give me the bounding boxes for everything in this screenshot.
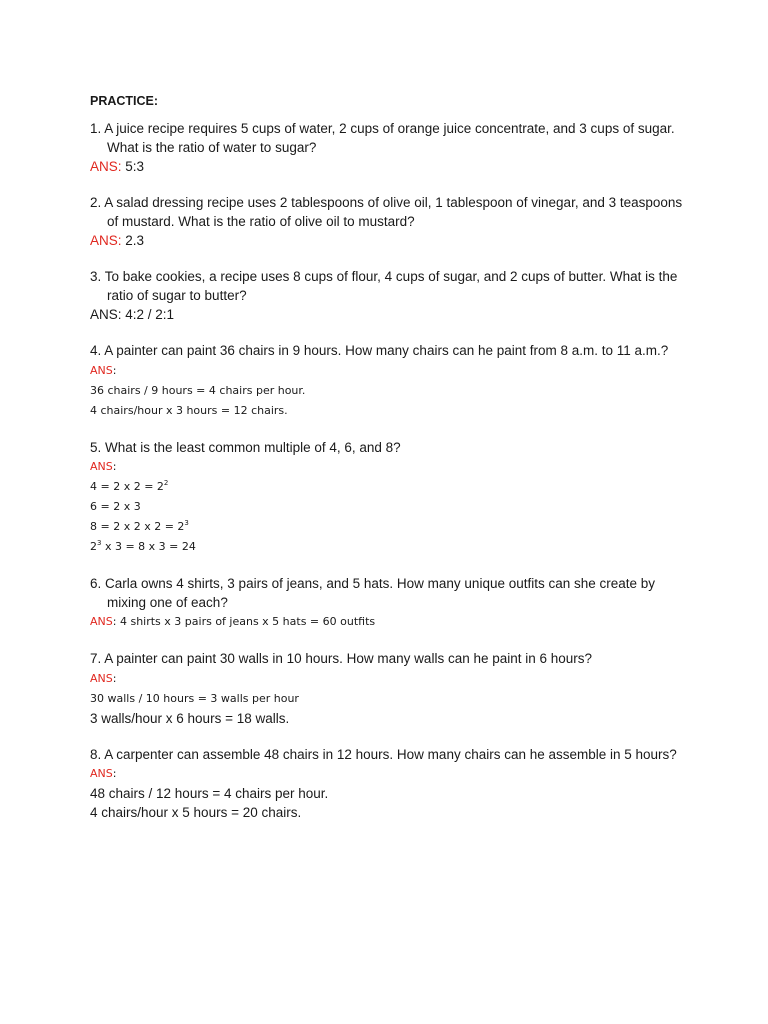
question-6-text: 6. Carla owns 4 shirts, 3 pairs of jeans, and 5 hats. How many unique outfits can she create by mixing one of each?	[90, 576, 656, 610]
work-text: x 3 = 8 x 3 = 24	[101, 540, 196, 553]
answer-2	[90, 231, 690, 250]
question-8-text: 8. A carpenter can assemble 48 chairs in 12 hours. How many chairs can he assemble in 5 hours?	[90, 746, 677, 762]
answer-colon: :	[112, 767, 117, 780]
work-text: 8 = 2 x 2 x 2 = 2	[90, 520, 185, 533]
exponent: 2	[163, 479, 169, 487]
question-8	[90, 746, 690, 823]
answer-colon: :	[117, 233, 122, 248]
page-heading: PRACTICE:	[90, 94, 159, 108]
answer-label: ANS	[90, 233, 118, 248]
work-text: 4 = 2 x 2 = 2	[90, 480, 164, 493]
answer-5-work-4	[90, 537, 690, 557]
answer-label: ANS	[90, 159, 118, 174]
answer-7-label-line	[90, 669, 690, 689]
answer-8-work-2: 4 chairs/hour x 5 hours = 20 chairs.	[90, 805, 302, 820]
answer-5-work-3	[90, 517, 690, 537]
answer-6-value: 4 shirts x 3 pairs of jeans x 5 hats = 60 outfits	[116, 615, 376, 628]
question-7	[90, 650, 690, 728]
question-5	[90, 439, 690, 558]
practice-document	[90, 93, 690, 840]
answer-6	[90, 612, 690, 632]
answer-4-work-2: 4 chairs/hour x 3 hours = 12 chairs.	[90, 403, 288, 417]
question-4	[90, 342, 690, 421]
work-text: 2	[90, 540, 97, 553]
answer-label: ANS	[90, 363, 113, 377]
answer-7-work-2: 3 walls/hour x 6 hours = 18 walls.	[90, 710, 290, 726]
question-1	[90, 120, 690, 176]
answer-colon: :	[112, 615, 117, 628]
answer-4-work-1: 36 chairs / 9 hours = 4 chairs per hour.	[90, 383, 306, 397]
answer-8-work-1: 48 chairs / 12 hours = 4 chairs per hour.	[90, 786, 329, 801]
answer-label: ANS	[90, 615, 113, 628]
answer-8-label-line	[90, 764, 690, 784]
answer-1	[90, 157, 690, 176]
answer-5-label-line	[90, 457, 690, 477]
answer-colon: :	[112, 671, 117, 685]
answer-4-label-line	[90, 361, 690, 381]
question-1-text: 1. A juice recipe requires 5 cups of water, 2 cups of orange juice concentrate, and 3 cups of sugar. What is the ratio of water to sugar?	[90, 121, 675, 155]
question-4-text: 4. A painter can paint 36 chairs in 9 hours. How many chairs can he paint from 8 a.m. to 11 a.m.?	[90, 343, 669, 358]
answer-3: ANS: 4:2 / 2:1	[90, 307, 175, 322]
answer-colon: :	[117, 159, 122, 174]
answer-label: ANS	[90, 767, 113, 780]
question-7-text: 7. A painter can paint 30 walls in 10 hours. How many walls can he paint in 6 hours?	[90, 651, 593, 666]
answer-1-value: 5:3	[121, 159, 145, 174]
question-3	[90, 268, 690, 324]
answer-7-work-1: 30 walls / 10 hours = 3 walls per hour	[90, 691, 299, 705]
answer-2-value: 2.3	[121, 233, 145, 248]
answer-label: ANS	[90, 460, 113, 473]
question-2	[90, 194, 690, 250]
answer-5-work-1	[90, 477, 690, 497]
answer-label: ANS	[90, 671, 113, 685]
question-3-text: 3. To bake cookies, a recipe uses 8 cups of flour, 4 cups of sugar, and 2 cups of butter. What is the ratio of sugar to butter?	[90, 269, 678, 303]
answer-colon: :	[112, 363, 117, 377]
exponent: 3	[97, 539, 102, 547]
answer-colon: :	[112, 460, 117, 473]
answer-5-work-2: 6 = 2 x 3	[90, 500, 141, 513]
question-6	[90, 575, 690, 632]
question-2-text: 2. A salad dressing recipe uses 2 tablespoons of olive oil, 1 tablespoon of vinegar, and 3 teaspoons of mustard. What is the ratio of olive oil to mustard?	[90, 195, 683, 229]
question-5-text: 5. What is the least common multiple of 4, 6, and 8?	[90, 439, 401, 455]
exponent: 3	[184, 519, 189, 527]
